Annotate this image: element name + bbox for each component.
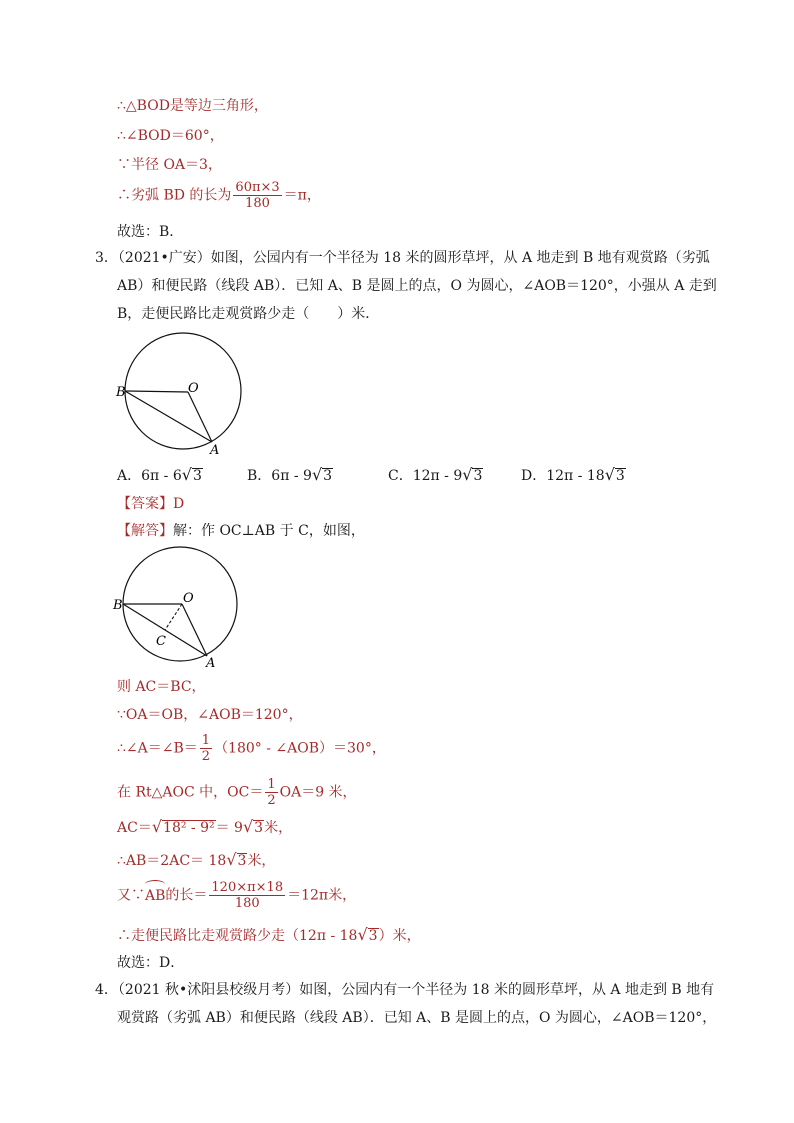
solution-line-4: ∴劣弧 BD 的长为 $\frac{60\pi\times 3}{180}$ ＝π， <box>117 180 321 211</box>
option-d: D．12π - 18√3 <box>521 465 625 484</box>
point-label-a: A <box>210 443 220 458</box>
circle-figure-2 <box>110 546 250 670</box>
solution-line-3: ∵半径 OA＝3， <box>117 157 222 173</box>
step-3: ∴∠A＝∠B＝ $\frac{1}{2}$ （180° - ∠AOB）＝30°， <box>117 733 386 764</box>
arc-symbol: AB <box>145 887 165 905</box>
option-c: C．12π - 9√3 <box>388 465 483 484</box>
solution-choice: 故选：B． <box>117 224 184 240</box>
question-3-line-1: 3．（2021•广安）如图，公园内有一个半径为 18 米的圆形草坪，从 A 地走到 B 地有观赏路（劣弧 <box>95 250 710 266</box>
option-a: A．6π - 6√3 <box>117 465 202 484</box>
circle-figure-1 <box>110 330 255 458</box>
step-6: ∴AB＝2AC＝ 18√3米， <box>117 850 276 869</box>
point-label-b: B <box>113 598 123 613</box>
point-label-o: O <box>183 591 194 606</box>
question-3-line-2: AB）和便民路（线段 AB）．已知 A、B 是圆上的点，O 为圆心，∠AOB＝120°，小强从 A 走到 <box>117 278 717 294</box>
point-label-c: C <box>156 634 166 649</box>
question-4-line-2: 观赏路（劣弧 AB）和便民路（线段 AB）．已知 A、B 是圆上的点，O 为圆心，∠AOB＝120°， <box>117 1010 717 1026</box>
step-2: ∵OA＝OB，∠AOB＝120°， <box>117 707 303 723</box>
point-label-a: A <box>206 656 216 670</box>
step-5: AC＝√18² - 9²＝ 9√3米， <box>117 817 293 836</box>
question-4-line-1: 4．（2021 秋•沭阳县校级月考）如图，公园内有一个半径为 18 米的圆形草坪，从 A 地走到 B 地有 <box>95 982 715 998</box>
step-8: ∴走便民路比走观赏路少走（12π - 18√3）米， <box>117 925 421 944</box>
point-label-b: B <box>116 385 126 400</box>
solution-line-1: ∴△BOD是等边三角形， <box>117 98 268 114</box>
question-3-line-3: B，走便民路比走观赏路少走（ ）米． <box>117 306 380 322</box>
step-9: 故选：D． <box>117 955 185 971</box>
answer-line: 【答案】D <box>117 496 185 512</box>
solution-line-2: ∴∠BOD＝60°， <box>117 128 224 144</box>
step-1: 则 AC＝BC， <box>117 679 206 695</box>
point-label-o: O <box>188 381 199 396</box>
step-4: 在 Rt△AOC 中，OC＝ $\frac{1}{2}$ OA＝9 米， <box>117 777 357 808</box>
option-b: B．6π - 9√3 <box>247 465 333 484</box>
step-7: 又∵ AB的长＝ $\frac{120\times\pi\times 18}{180}$ ＝12π米， <box>117 880 357 911</box>
analysis-intro: 【解答】解：作 OC⊥AB 于 C，如图， <box>117 523 365 539</box>
